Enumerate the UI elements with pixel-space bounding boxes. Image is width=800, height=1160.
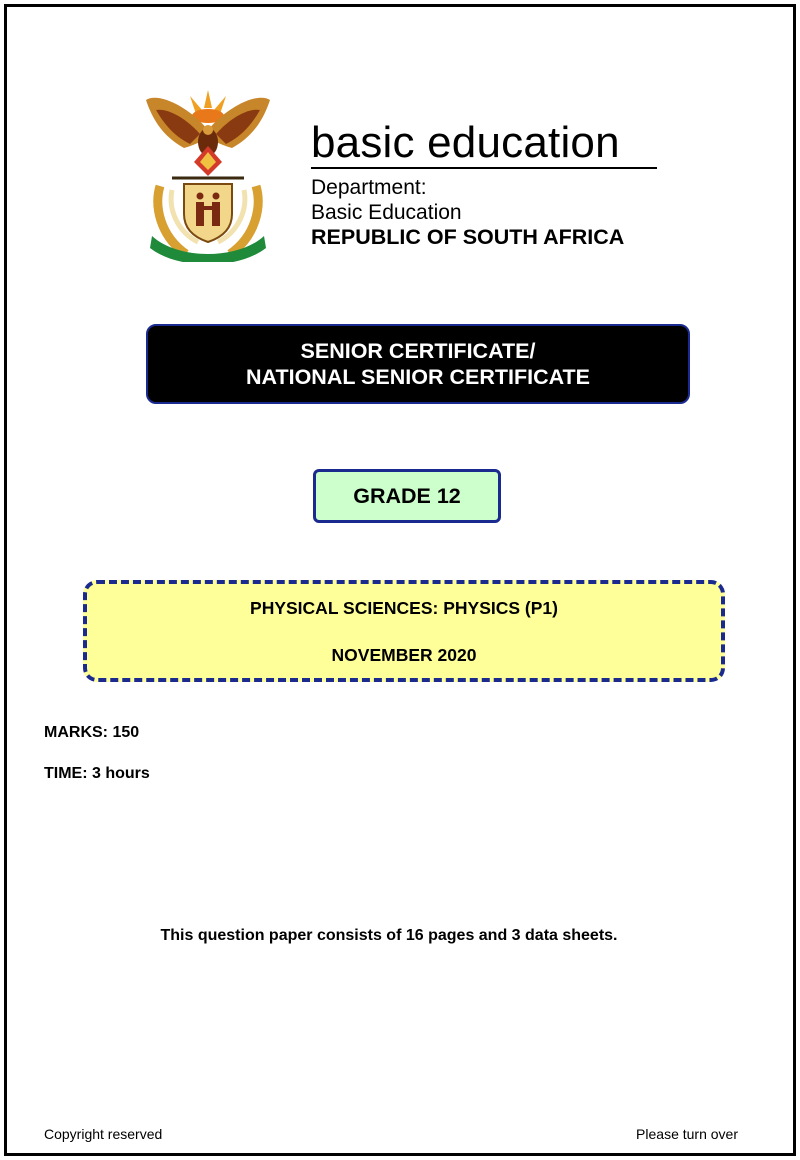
brand-underline — [311, 167, 657, 169]
country-name: REPUBLIC OF SOUTH AFRICA — [311, 225, 625, 249]
page-count-note: This question paper consists of 16 pages and 3 data sheets. — [160, 927, 618, 944]
subject-panel — [83, 580, 725, 682]
department-name: Basic Education — [311, 201, 462, 224]
grade-badge: GRADE 12 — [313, 469, 501, 523]
certificate-line-2: NATIONAL SENIOR CERTIFICATE — [246, 365, 590, 389]
brand-title: basic education — [311, 118, 620, 167]
subject-title: PHYSICAL SCIENCES: PHYSICS (P1) — [250, 598, 558, 618]
marks-text: MARKS: 150 — [44, 724, 140, 741]
time-text: TIME: 3 hours — [44, 765, 150, 782]
certificate-banner — [146, 324, 690, 404]
department-label: Department: — [311, 176, 427, 199]
exam-session: NOVEMBER 2020 — [331, 645, 477, 665]
copyright-footer: Copyright reserved — [44, 1126, 163, 1142]
certificate-line-1: SENIOR CERTIFICATE/ — [300, 339, 536, 363]
turn-over-footer: Please turn over — [636, 1126, 738, 1142]
coat-of-arms-logo — [138, 86, 278, 262]
